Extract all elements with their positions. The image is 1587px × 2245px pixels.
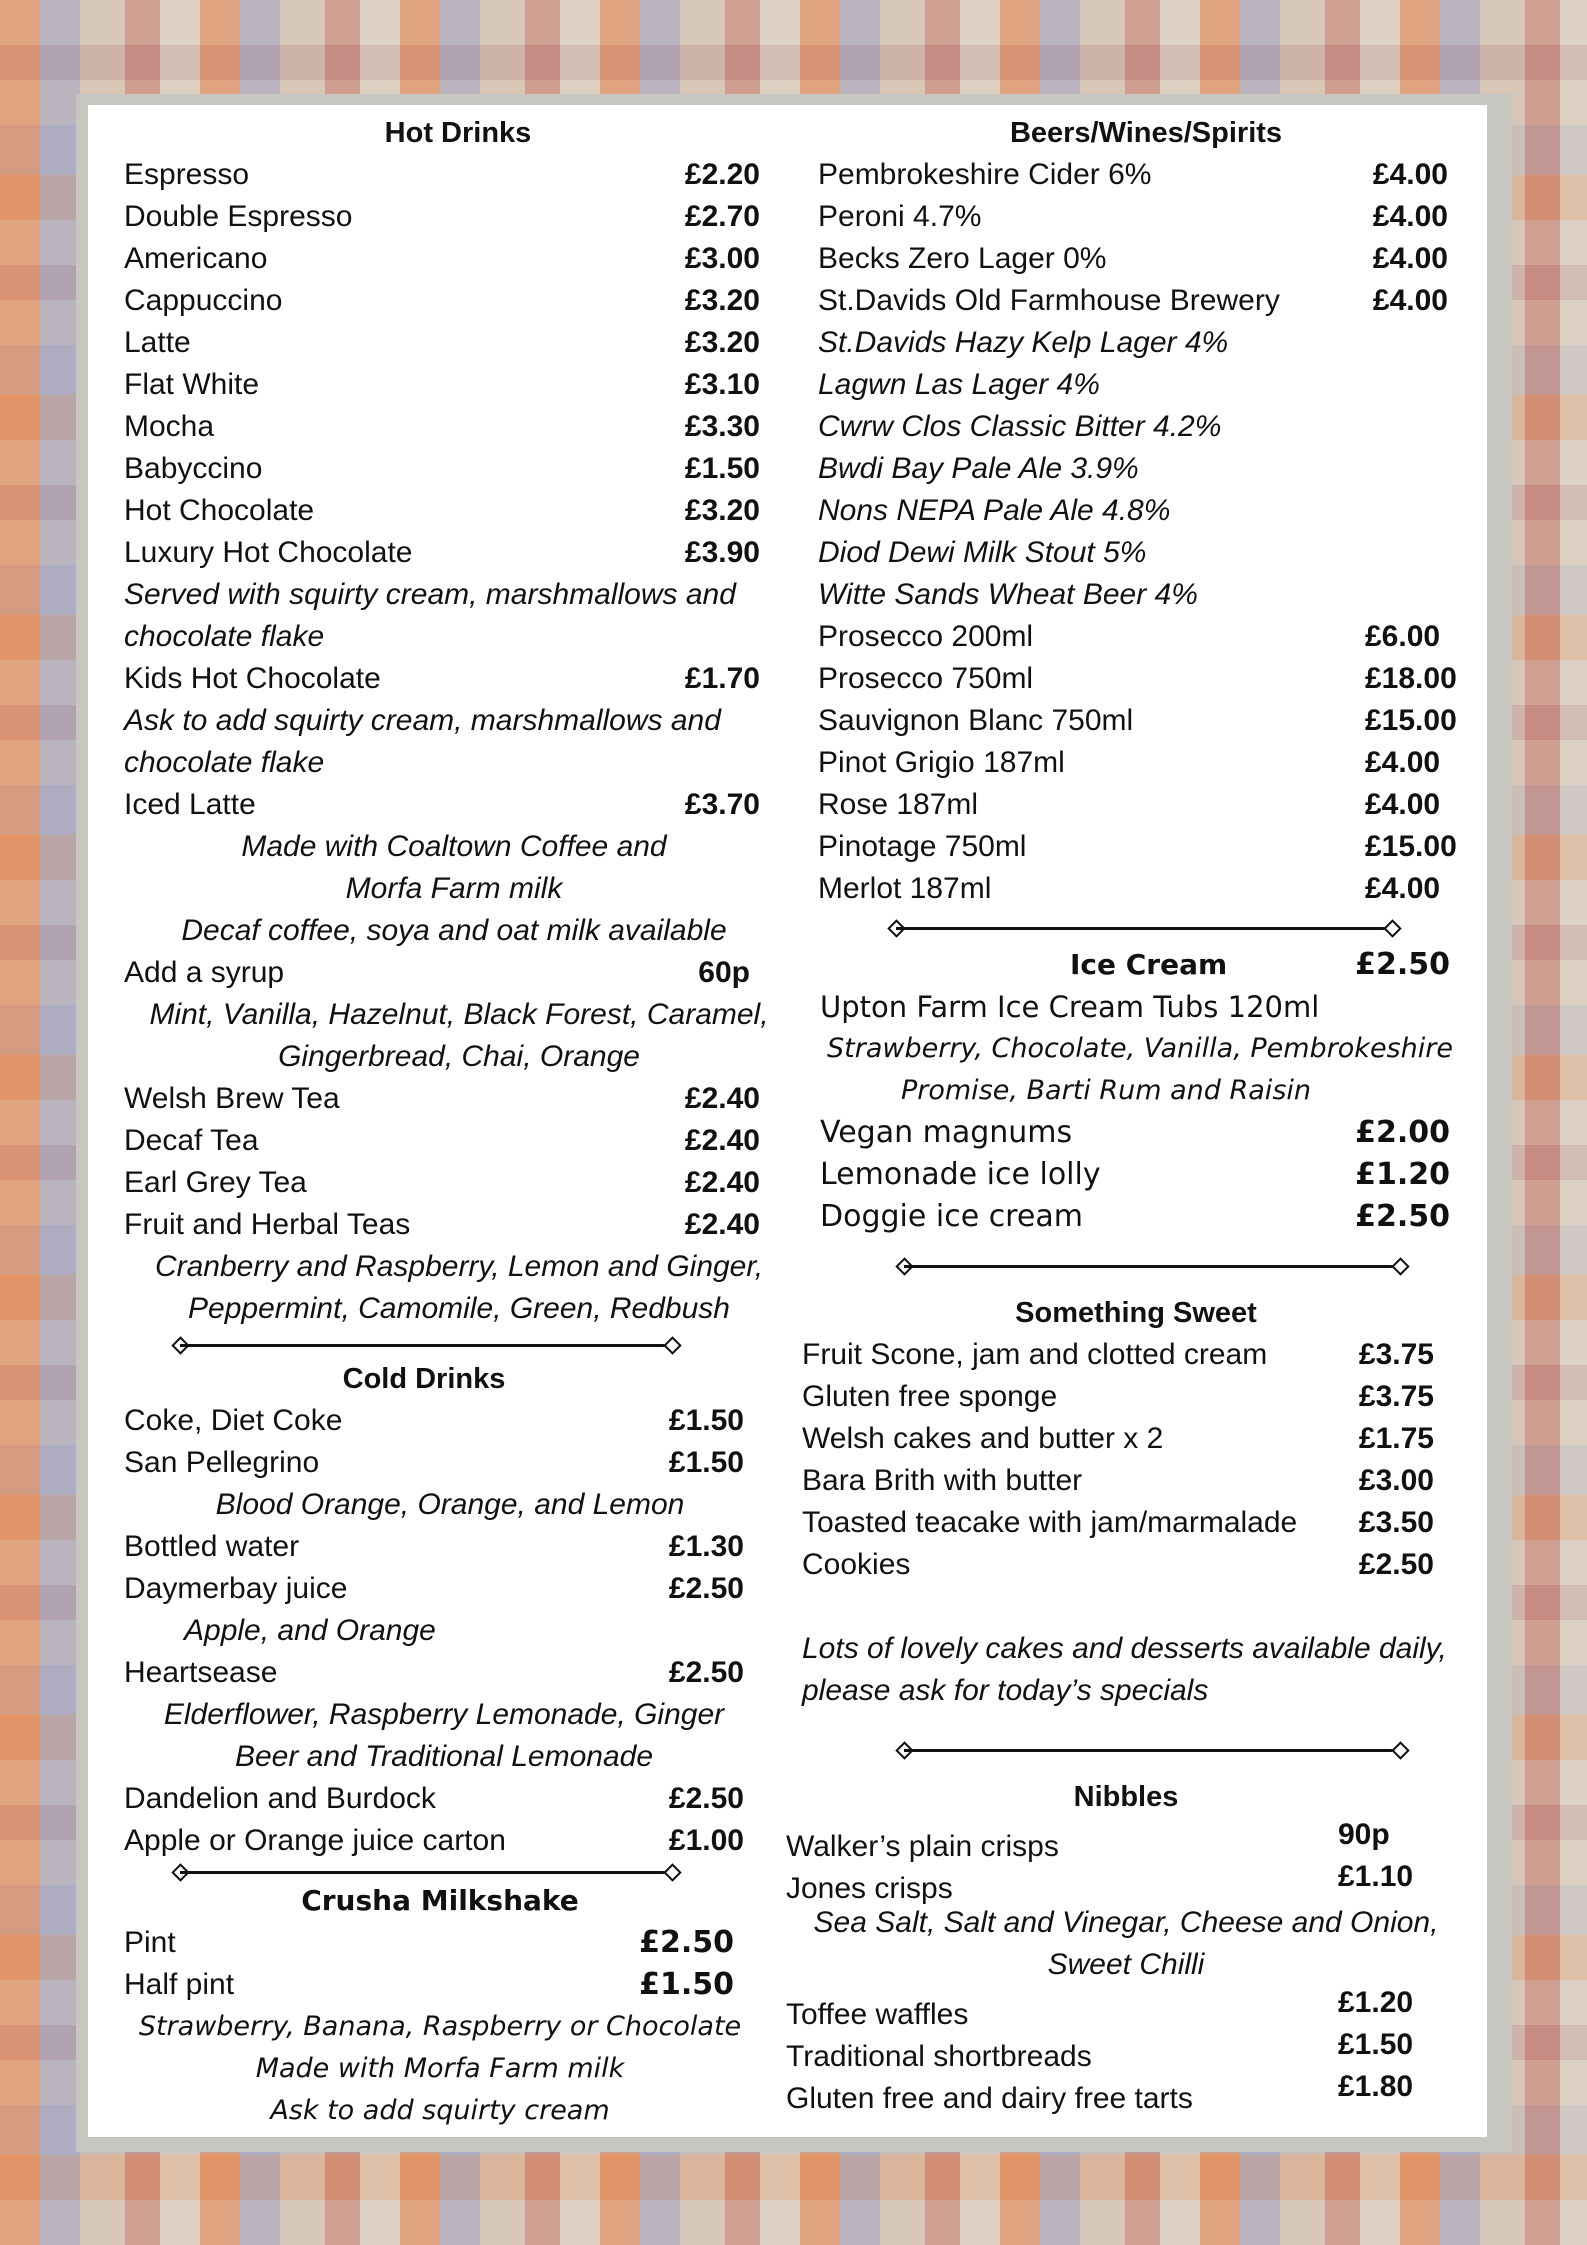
item-price: £2.50 — [1358, 1548, 1434, 1581]
item-name: Cookies — [802, 1548, 911, 1581]
item-name: Cappuccino — [124, 284, 283, 317]
menu-item — [124, 1778, 744, 1820]
menu-item — [802, 1544, 1434, 1586]
item-note: Beer and Traditional Lemonade — [234, 1740, 654, 1773]
milkshake-heading: Crusha Milkshake — [301, 1884, 579, 1917]
item-name: Flat White — [124, 368, 260, 401]
item-price: £4.00 — [1372, 158, 1448, 191]
item-name: Coke, Diet Coke — [124, 1404, 343, 1437]
menu-item — [124, 154, 760, 196]
item-name: Prosecco 200ml — [818, 620, 1034, 653]
item-note: Elderflower, Raspberry Lemonade, Ginger — [163, 1698, 725, 1731]
item-note: Served with squirty cream, marshmallows and — [124, 578, 736, 611]
menu-item — [124, 448, 760, 490]
item-name: Traditional shortbreads — [786, 2040, 1092, 2073]
menu-item — [802, 1376, 1434, 1418]
item-name: Welsh cakes and butter x 2 — [802, 1422, 1164, 1455]
item-price: £4.00 — [1365, 788, 1441, 821]
menu-item — [124, 1442, 744, 1484]
divider-line — [896, 927, 1390, 930]
item-price: £4.00 — [1365, 872, 1441, 905]
item-price: £2.70 — [684, 200, 760, 233]
divider-line — [180, 1871, 670, 1874]
item-name: Half pint — [124, 1968, 235, 2001]
item-price: £2.50 — [668, 1656, 744, 1689]
item-note: Strawberry, Banana, Raspberry or Chocolate — [138, 2011, 742, 2042]
item-note: Sea Salt, Salt and Vinegar, Cheese and Onion, — [813, 1906, 1439, 1939]
menu-item — [818, 742, 1463, 784]
item-name: San Pellegrino — [124, 1446, 320, 1479]
item-price: £3.00 — [684, 242, 760, 275]
item-price: £2.40 — [684, 1082, 760, 1115]
item-name: Decaf Tea — [124, 1124, 259, 1157]
item-price: £3.20 — [684, 326, 760, 359]
beers-heading: Beers/Wines/Spirits — [1009, 117, 1283, 149]
divider-line — [904, 1265, 1398, 1268]
item-name: Latte — [124, 326, 191, 359]
item-note: Decaf coffee, soya and oat milk available — [181, 914, 727, 947]
divider-line — [180, 1344, 670, 1347]
item-name: Fruit Scone, jam and clotted cream — [802, 1338, 1268, 1371]
sweet-note: Lots of lovely cakes and desserts available daily, — [802, 1632, 1447, 1665]
menu-item — [820, 1154, 1450, 1196]
item-name: Double Espresso — [124, 200, 353, 233]
item-price: £6.00 — [1365, 620, 1441, 653]
menu-item — [124, 784, 760, 826]
item-price: £2.50 — [668, 1572, 744, 1605]
item-name: St.Davids Old Farmhouse Brewery — [818, 284, 1280, 317]
menu-item — [818, 700, 1463, 742]
divider-diamond-right — [1391, 1257, 1409, 1275]
item-note: Promise, Barti Rum and Raisin — [900, 1075, 1311, 1106]
item-price: 90p — [1338, 1818, 1390, 1851]
item-name: Bottled water — [124, 1530, 300, 1563]
item-name: Pinot Grigio 187ml — [818, 746, 1065, 779]
menu-item — [124, 658, 760, 700]
item-price: £15.00 — [1365, 704, 1457, 737]
item-price: £4.00 — [1365, 746, 1441, 779]
menu-item — [124, 322, 760, 364]
item-note: Ask to add squirty cream, marshmallows and — [124, 704, 721, 737]
menu-item — [818, 238, 1448, 280]
item-name: Apple or Orange juice carton — [124, 1824, 506, 1857]
sweet-note: please ask for today’s specials — [802, 1674, 1209, 1707]
divider-diamond-right — [663, 1336, 681, 1354]
ale-item: Lagwn Las Lager 4% — [818, 368, 1100, 401]
item-price: £1.50 — [668, 1404, 744, 1437]
menu-item — [124, 1526, 744, 1568]
item-name: Mocha — [124, 410, 215, 443]
menu-item — [786, 1986, 1424, 2031]
menu-item — [818, 658, 1463, 700]
ale-item: St.Davids Hazy Kelp Lager 4% — [818, 326, 1229, 359]
item-price: £3.75 — [1358, 1380, 1434, 1413]
item-price: £1.00 — [668, 1824, 744, 1857]
nibbles-heading: Nibbles — [1073, 1781, 1179, 1813]
menu-item — [124, 1922, 734, 1964]
menu-item — [802, 1460, 1434, 1502]
hot-drinks-heading: Hot Drinks — [384, 117, 532, 149]
menu-item — [820, 1196, 1450, 1238]
menu-item — [124, 1400, 744, 1442]
item-note: Peppermint, Camomile, Green, Redbush — [188, 1292, 730, 1325]
menu-item — [802, 1502, 1434, 1544]
right-column — [786, 112, 1466, 2115]
item-name: Earl Grey Tea — [124, 1166, 307, 1199]
item-note: Blood Orange, Orange, and Lemon — [215, 1488, 685, 1521]
menu-item — [124, 1120, 760, 1162]
item-name: Kids Hot Chocolate — [124, 662, 381, 695]
item-price: £4.00 — [1372, 200, 1448, 233]
menu-item — [124, 1652, 744, 1694]
ale-item: Cwrw Clos Classic Bitter 4.2% — [818, 410, 1222, 443]
ale-item: Witte Sands Wheat Beer 4% — [818, 578, 1198, 611]
menu-item — [124, 1820, 744, 1862]
spacer — [802, 1586, 1462, 1628]
item-price: £1.20 — [1355, 1157, 1450, 1192]
section-divider — [786, 1238, 1466, 1292]
item-name: Add a syrup — [124, 956, 285, 989]
item-name: Heartsease — [124, 1656, 278, 1689]
item-price: £2.40 — [684, 1124, 760, 1157]
ale-item: Diod Dewi Milk Stout 5% — [818, 536, 1147, 569]
item-price: 60p — [698, 956, 750, 989]
menu-item — [786, 1818, 1424, 1863]
menu-item — [124, 532, 760, 574]
item-price: £3.50 — [1358, 1506, 1434, 1539]
menu-item — [124, 1078, 760, 1120]
item-price: £1.75 — [1358, 1422, 1434, 1455]
menu-item — [818, 616, 1463, 658]
menu-item — [124, 1204, 760, 1246]
beers-list — [786, 154, 1478, 910]
item-name: Dandelion and Burdock — [124, 1782, 436, 1815]
item-name: Doggie ice cream — [820, 1199, 1083, 1234]
item-price: £3.20 — [684, 494, 760, 527]
item-name: Fruit and Herbal Teas — [124, 1208, 411, 1241]
item-price: £4.00 — [1372, 284, 1448, 317]
item-name: Jones crisps — [786, 1872, 953, 1905]
item-price: £3.00 — [1358, 1464, 1434, 1497]
item-name: Espresso — [124, 158, 250, 191]
menu-item — [818, 196, 1448, 238]
item-name: Gluten free and dairy free tarts — [786, 2082, 1193, 2115]
nibbles-section — [786, 1776, 1466, 2115]
item-price: £3.90 — [684, 536, 760, 569]
item-name: Daymerbay juice — [124, 1572, 348, 1605]
item-name: Pinotage 750ml — [818, 830, 1027, 863]
ale-item: Bwdi Bay Pale Ale 3.9% — [818, 452, 1139, 485]
cold-drinks-heading: Cold Drinks — [342, 1363, 506, 1395]
item-name: Prosecco 750ml — [818, 662, 1034, 695]
item-price: £3.10 — [684, 368, 760, 401]
item-price: £1.20 — [1338, 1986, 1414, 2019]
ice-cream-heading-row — [820, 944, 1450, 986]
ice-cream-tubs: Upton Farm Ice Cream Tubs 120ml — [820, 990, 1320, 1024]
item-name: Toffee waffles — [786, 1998, 969, 2031]
item-name: Walker’s plain crisps — [786, 1830, 1059, 1863]
left-column — [124, 112, 776, 2132]
ale-item: Nons NEPA Pale Ale 4.8% — [818, 494, 1171, 527]
ice-cream-section — [786, 944, 1466, 1238]
item-name: Lemonade ice lolly — [820, 1157, 1101, 1192]
item-name: Bara Brith with butter — [802, 1464, 1083, 1497]
item-note: Ask to add squirty cream — [270, 2095, 610, 2126]
divider-diamond-right — [1391, 1741, 1409, 1759]
menu-item — [124, 952, 750, 994]
item-price: £1.50 — [684, 452, 760, 485]
divider-diamond-right — [663, 1863, 681, 1881]
item-price: £3.75 — [1358, 1338, 1434, 1371]
item-name: Gluten free sponge — [802, 1380, 1058, 1413]
section-divider — [786, 1712, 1466, 1776]
item-price: £2.50 — [639, 1925, 734, 1960]
item-price: £2.40 — [684, 1166, 760, 1199]
divider-diamond-right — [1383, 919, 1401, 937]
menu-item — [802, 1334, 1434, 1376]
item-price: £1.30 — [668, 1530, 744, 1563]
menu-item — [818, 826, 1463, 868]
item-note: chocolate flake — [124, 620, 325, 653]
menu-item — [818, 280, 1448, 322]
menu-item — [124, 1162, 760, 1204]
item-price: £1.80 — [1338, 2070, 1414, 2103]
item-name: Toasted teacake with jam/marmalade — [802, 1506, 1298, 1539]
item-price: £2.50 — [1355, 1199, 1450, 1234]
item-name: Americano — [124, 242, 268, 275]
ice-cream-heading: Ice Cream — [1070, 948, 1228, 981]
item-price: £4.00 — [1372, 242, 1448, 275]
item-price: £1.50 — [639, 1967, 734, 2002]
item-name: Babyccino — [124, 452, 263, 485]
item-name: Peroni 4.7% — [818, 200, 982, 233]
item-note: Made with Morfa Farm milk — [255, 2053, 625, 2084]
item-price: £15.00 — [1365, 830, 1457, 863]
item-name: Welsh Brew Tea — [124, 1082, 340, 1115]
menu-item — [124, 280, 760, 322]
item-name: Iced Latte — [124, 788, 256, 821]
sweet-section — [786, 1292, 1462, 1712]
item-price: £3.30 — [684, 410, 760, 443]
menu-item — [818, 784, 1463, 826]
item-price: £1.70 — [684, 662, 760, 695]
menu-item — [124, 490, 760, 532]
section-divider — [124, 1330, 776, 1358]
menu-item — [818, 154, 1448, 196]
item-price: £1.10 — [1338, 1860, 1414, 1893]
item-note: Strawberry, Chocolate, Vanilla, Pembrokeshire — [827, 1033, 1453, 1064]
item-note: Morfa Farm milk — [345, 872, 563, 905]
item-price: £2.20 — [684, 158, 760, 191]
item-price: £2.50 — [1355, 947, 1450, 982]
menu-item — [818, 868, 1463, 910]
item-note: chocolate flake — [124, 746, 325, 779]
menu-item — [124, 364, 760, 406]
item-price: £1.50 — [1338, 2028, 1414, 2061]
something-sweet-heading: Something Sweet — [1015, 1297, 1257, 1329]
item-price: £3.20 — [684, 284, 760, 317]
item-name: Vegan magnums — [820, 1115, 1073, 1150]
item-note: Apple, and Orange — [184, 1614, 436, 1647]
item-name: Luxury Hot Chocolate — [124, 536, 413, 569]
menu-item — [124, 406, 760, 448]
item-name: Merlot 187ml — [818, 872, 992, 905]
item-name: Becks Zero Lager 0% — [818, 242, 1107, 275]
item-note: Mint, Vanilla, Hazelnut, Black Forest, Caramel, — [149, 998, 769, 1031]
menu-item — [124, 196, 760, 238]
divider-line — [904, 1749, 1398, 1752]
item-name: Rose 187ml — [818, 788, 979, 821]
item-price: £3.70 — [684, 788, 760, 821]
item-note: Cranberry and Raspberry, Lemon and Ginger, — [154, 1250, 764, 1283]
item-name: Pint — [124, 1926, 176, 1959]
item-name: Hot Chocolate — [124, 494, 315, 527]
menu-item — [802, 1418, 1434, 1460]
menu-item — [124, 1568, 744, 1610]
item-price: £18.00 — [1365, 662, 1457, 695]
item-note: Made with Coaltown Coffee and — [241, 830, 667, 863]
item-price: £1.50 — [668, 1446, 744, 1479]
item-price: £2.00 — [1355, 1115, 1450, 1150]
item-name: Pembrokeshire Cider 6% — [818, 158, 1152, 191]
menu-item — [124, 1964, 734, 2006]
item-price: £2.40 — [684, 1208, 760, 1241]
item-price: £2.50 — [668, 1782, 744, 1815]
menu-item — [820, 1112, 1450, 1154]
item-note: Gingerbread, Chai, Orange — [278, 1040, 640, 1073]
item-note: Sweet Chilli — [1047, 1948, 1205, 1981]
section-divider — [124, 1862, 776, 1880]
item-name: Sauvignon Blanc 750ml — [818, 704, 1134, 737]
menu-item — [124, 238, 760, 280]
section-divider — [786, 910, 1466, 944]
